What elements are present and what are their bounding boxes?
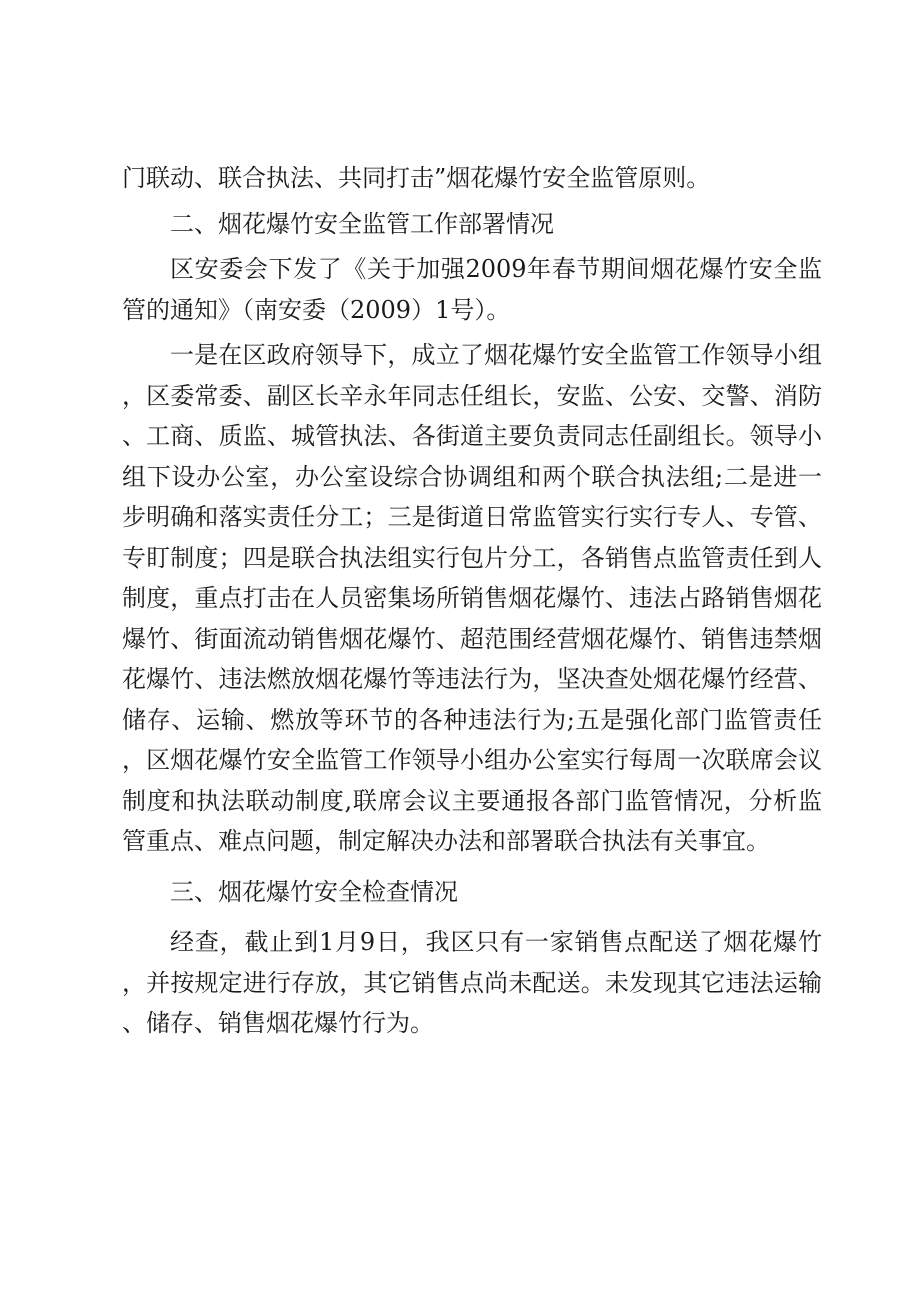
paragraph-notice: 区安委会下发了《关于加强2009年春节期间烟花爆竹安全监管的通知》（南安委（2009）1号）。	[122, 255, 822, 324]
section-heading-3: 三、烟花爆竹安全检查情况	[170, 877, 458, 906]
paragraph-measures: 一是在区政府领导下，成立了烟花爆竹安全监管工作领导小组，区委常委、副区长辛永年同志任组长，安监、公安、交警、消防、工商、质监、城管执法、各街道主要负责同志任副组长。领导小组下设办公室，办公室设综合协调组和两个联合执法组;二是进一步明确和落实责任分工；三是街道日常监管实行实行专人、专管、专盯制度；四是联合执法组实行包片分工，各销售点监管责任到人制度，重点打击在人员密集场所销售烟花爆竹、违法占路销售烟花爆竹、街面流动销售烟花爆竹、超范围经营烟花爆竹、销售违禁烟花爆竹、违法燃放烟花爆竹等违法行为，坚决查处烟花爆竹经营、储存、运输、燃放等环节的各种违法行为;五是强化部门监管责任，区烟花爆竹安全监管工作领导小组办公室实行每周一次联席会议制度和执法联动制度,联席会议主要通报各部门监管情况，分析监管重点、难点问题，制定解决办法和部署联合执法有关事宜。	[122, 341, 822, 855]
paragraph-inspection: 经查，截止到1月9日，我区只有一家销售点配送了烟花爆竹，并按规定进行存放，其它销售点尚未配送。未发现其它违法运输、储存、销售烟花爆竹行为。	[122, 928, 822, 1037]
section-heading-2: 二、烟花爆竹安全监管工作部署情况	[170, 209, 554, 238]
paragraph-continuation: 门联动、联合执法、共同打击”烟花爆竹安全监管原则。	[122, 164, 711, 192]
document-body	[122, 158, 822, 1044]
